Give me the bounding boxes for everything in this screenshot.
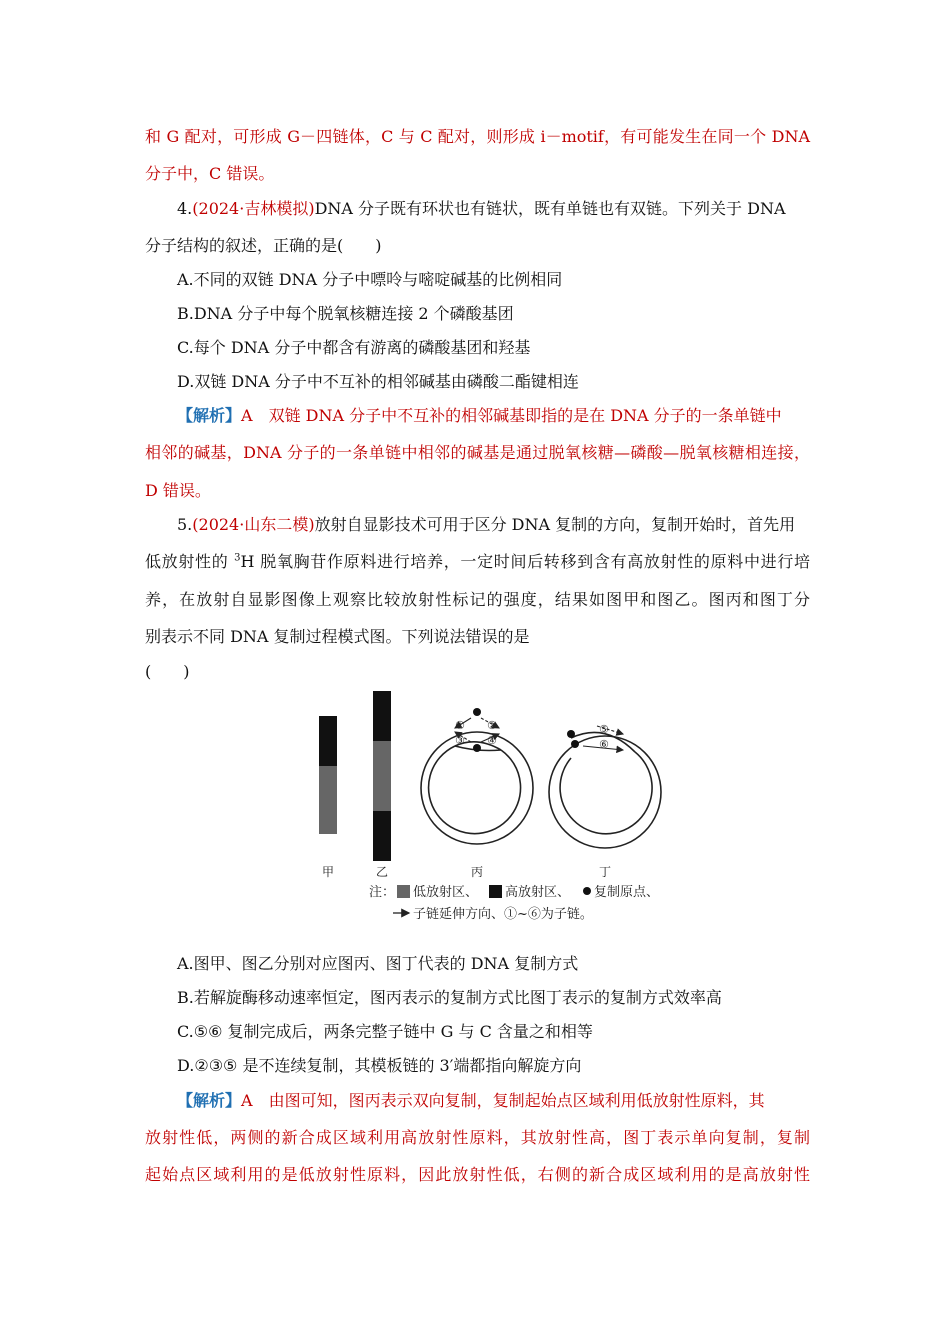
q5-analysis-tag: 【解析】 — [177, 1091, 242, 1110]
q5-stem-2b: H 脱氧胸苷作原料进行培养，一定时间后转移到含有高放射性的原料中进行培 — [240, 552, 810, 571]
legend-high-text: 高放射区、 — [505, 885, 571, 900]
q5-option-a: A.图甲、图乙分别对应图丙、图丁代表的 DNA 复制方式 — [177, 954, 579, 973]
bing-inner-ring — [429, 746, 521, 834]
legend-origin-dot — [583, 887, 591, 895]
bing-strand-1: ① — [455, 719, 465, 732]
q4-option-a: A.不同的双链 DNA 分子中嘌呤与嘧啶碱基的比例相同 — [177, 270, 563, 289]
q4-source: (2024·吉林模拟) — [192, 199, 315, 218]
label-bing: 丙 — [471, 865, 484, 879]
diagram-bing — [421, 718, 533, 844]
q4-option-d: D.双链 DNA 分子中不互补的相邻碱基由磷酸二酯键相连 — [177, 372, 579, 391]
q4-analysis-1: A 双链 DNA 分子中不互补的相邻碱基即指的是在 DNA 分子的一条单链中 — [241, 406, 782, 425]
q4-stem-line-2: 分子结构的叙述，正确的是( ) — [145, 236, 382, 255]
bar-yi-low-segment — [373, 741, 391, 811]
q5-stem-1: 放射自显影技术可用于区分 DNA 复制的方向，复制开始时，首先用 — [314, 515, 796, 534]
q4-analysis-tag: 【解析】 — [177, 406, 242, 425]
legend-low-swatch — [397, 885, 410, 898]
label-ding: 丁 — [599, 865, 612, 879]
label-yi: 乙 — [376, 865, 389, 879]
q5-stem-line-3: 养，在放射自显影图像上观察比较放射性标记的强度，结果如图甲和图乙。图丙和图丁分 — [145, 590, 810, 609]
bar-jia-high-segment — [319, 716, 337, 766]
ding-strand-5: ⑤ — [599, 723, 609, 736]
q5-stem-2a: 低放射性的 — [145, 552, 235, 571]
q5-stem-line-5: ( ) — [145, 662, 190, 681]
label-jia: 甲 — [322, 865, 335, 879]
q4-stem-line-1 — [177, 199, 810, 219]
bing-origin-bottom — [473, 744, 481, 752]
bing-strand-3: ③ — [455, 734, 465, 747]
legend-low-text: 低放射区、 — [413, 885, 479, 900]
q5-analysis-line-1 — [177, 1091, 810, 1111]
bar-jia — [319, 716, 337, 834]
q4-stem-1: DNA 分子既有环状也有链状，既有单链也有双链。下列关于 DNA — [314, 199, 786, 218]
ding-origin-top — [567, 730, 575, 738]
legend-direction-text: 子链延伸方向、①~⑥为子链。 — [413, 907, 593, 922]
q5-option-b: B.若解旋酶移动速率恒定，图丙表示的复制方式比图丁表示的复制方式效率高 — [177, 988, 722, 1007]
q5-stem-line-2 — [145, 552, 810, 572]
q5-stem-line-4: 别表示不同 DNA 复制过程模式图。下列说法错误的是 — [145, 627, 530, 646]
legend-high-swatch — [489, 885, 502, 898]
q4-analysis-line-3: D 错误。 — [145, 481, 211, 500]
ding-strand-6: ⑥ — [599, 738, 609, 751]
ding-inner-ring — [560, 752, 652, 834]
q4-number: 4. — [177, 199, 193, 218]
bar-jia-low-segment — [319, 766, 337, 834]
bar-yi — [373, 691, 391, 861]
q4-analysis-line-1 — [177, 406, 810, 426]
bing-strand-2: ② — [487, 719, 497, 732]
q5-option-d: D.②③⑤ 是不连续复制，其模板链的 3′端都指向解旋方向 — [177, 1056, 582, 1075]
q4-option-c: C.每个 DNA 分子中都含有游离的磷酸基团和羟基 — [177, 338, 531, 357]
bing-strand-4: ④ — [487, 734, 497, 747]
bar-yi-high-segment-bottom — [373, 811, 391, 861]
carryover-analysis-line-2: 分子中，C 错误。 — [145, 164, 275, 183]
q5-number: 5. — [177, 515, 193, 534]
q4-analysis-line-2: 相邻的碱基，DNA 分子的一条单链中相邻的碱基是通过脱氧核糖—磷酸—脱氧核糖相连接， — [145, 443, 810, 462]
note-prefix: 注： — [369, 885, 396, 900]
q5-analysis-1: A 由图可知，图丙表示双向复制，复制起始点区域利用低放射性原料，其 — [241, 1091, 765, 1110]
q5-stem-2-superscript: 3 — [234, 552, 241, 564]
q5-source: (2024·山东二模) — [192, 515, 315, 534]
q5-stem-line-1 — [177, 515, 810, 535]
ding-origin-bottom — [571, 740, 579, 748]
legend-origin-text: 复制原点、 — [594, 885, 660, 900]
q5-option-c: C.⑤⑥ 复制完成后，两条完整子链中 G 与 C 含量之和相等 — [177, 1022, 593, 1041]
dna-replication-figure — [305, 688, 685, 928]
q4-option-b: B.DNA 分子中每个脱氧核糖连接 2 个磷酸基团 — [177, 304, 514, 323]
carryover-analysis-line-1: 和 G 配对，可形成 G－四链体，C 与 C 配对，则形成 i－motif，有可能发生在同一个 DNA — [145, 127, 810, 146]
q5-analysis-line-2: 放射性低，两侧的新合成区域利用高放射性原料，其放射性高，图丁表示单向复制，复制 — [145, 1128, 810, 1147]
bing-origin-top — [473, 708, 481, 716]
ding-outer-ring — [549, 736, 661, 848]
bar-yi-high-segment-top — [373, 691, 391, 741]
q5-analysis-line-3: 起始点区域利用的是低放射性原料，因此放射性低，右侧的新合成区域利用的是高放射性 — [145, 1165, 810, 1184]
